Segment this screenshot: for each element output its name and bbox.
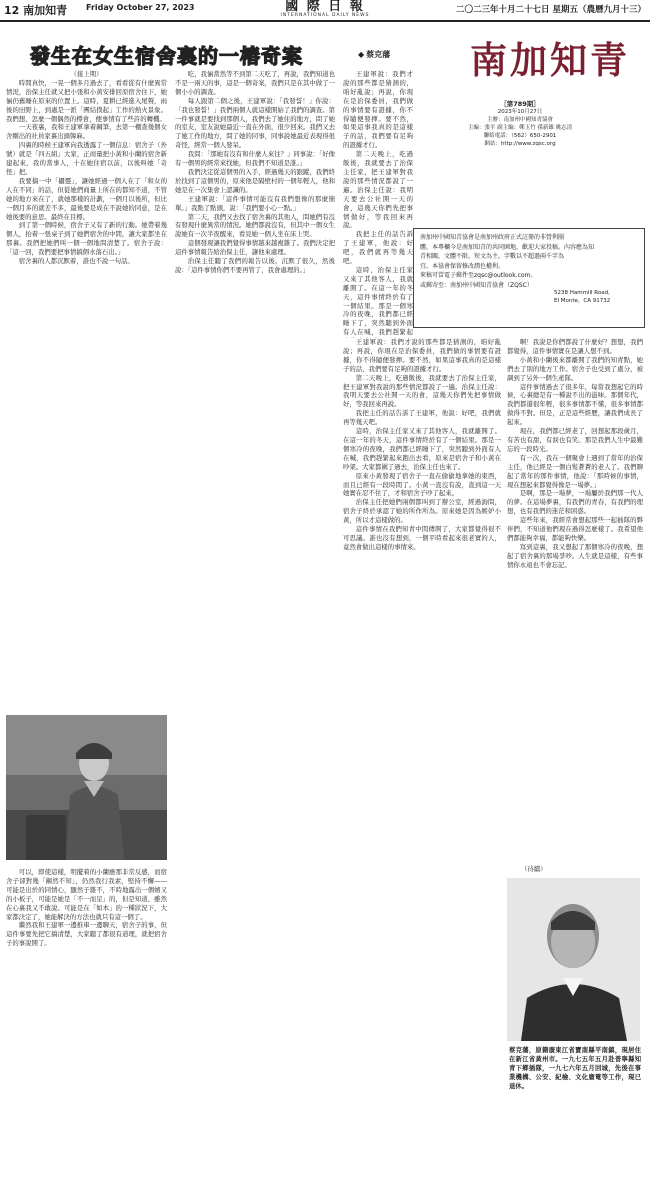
article-paragraph: 王建軍說：我們才說的那些都是猜測的，咱好亂說；再說，你現在是治保委員，我們做的事情要有證據，你不得隨便發揮。要不然，如果這事我真的是這樣子的話，我們要有足夠的證據才行。 [343, 70, 413, 150]
chinese-date: 二〇二三年十月二十七日 星期五（農曆九月十三） [456, 5, 646, 15]
info-line: 聯絡電話：（562）650-2901 [483, 133, 557, 139]
article-column-3-top [343, 70, 413, 338]
section-brand-title: 南加知青 [470, 38, 630, 82]
info-line: 2023年10月27日 [497, 109, 543, 115]
mailing-address [554, 289, 610, 305]
association-statement-box [413, 228, 645, 328]
info-line: 網站：http://www.zqsc.org [484, 141, 556, 147]
historical-photo-soldier [6, 715, 167, 860]
article-paragraph: 這件事情在我們知青中間傳開了，大家都覺得很不可思議。誰也沒有想到，一個平時看起來很老實的人，竟然會做出這樣的事情來。 [343, 525, 501, 551]
author-name: 蔡克藩 [366, 50, 391, 59]
english-date: Friday October 27, 2023 [86, 3, 195, 12]
statement-line: 來稿可當電子郵件至zqsc@outlook.com。 [420, 272, 537, 279]
article-paragraph: 有一次，我在一個聚會上遇到了當年的治保主任，他已經是一個白髮蒼蒼的老人了。我們聊起了當年的那件事情，他說：「那時候的事情，現在想起來都覺得像是一場夢。」 [507, 453, 643, 489]
article-paragraph: 是啊，那是一場夢，一場屬於我們那一代人的夢。在這場夢裏，有我們的青春，有我們的理想，也有我們的迷茫和困惑。 [507, 489, 643, 516]
article-column-1b [6, 868, 167, 1171]
article-paragraph: 第二天，我們又去找了宿舍裏的其他人，問她們有沒有發現什麼異常的情況。她們都說沒有，但其中一個女生說她有一次半夜醒來，看見她一個人坐在床上哭。 [175, 212, 335, 239]
author-bio-caption: 蔡克藩，原籍廣東江省寶南縣平南鎮，現居住在新江省黃州市。一九七五年五月赴普寧縣知青下鄉插隊，一九七六年五月回城，先後在事業機構、公安、紀檢、文化廣電等工作，現已退休。 [509, 1047, 641, 1090]
article-paragraph: 可以，即使這樣，明擺着的小蘭應那非常反感，而宿舍子卻對幾「鋼然不知」，仍然我行我素，堅持不懈——可能是出於的同情心，顯然子雜不，不時地露出一個嬉又的小板子，可能是她是「不一而足」的，但是知道，雖然在心裏我又不敢說。可能是在「如本」的一種狀況下，大家都決定了，她能解決的方法也就只有這一個了。 [6, 868, 167, 921]
article-paragraph: 我們決定從這個男的入手，經過幾天的跟蹤，我們終於找到了這個男的，原來他是隔壁村的一個年輕人，他和她是在一次集會上認識的。 [175, 167, 335, 194]
info-line: 主辦：南加州中國知青協會 [486, 117, 553, 123]
article-paragraph: 時間真快，一晃一個多月過去了，看看從有什麼異常情況，治保主任就又把小張和小黃安排回原宿舍住下，她倆仍舊睡在原來的位置上。這時，夏耕已經進入尾聲，雨後的田野上，到處是一派「團結撲起」工作的熱火景象。我們想，怎麼一個偶然的標會，便事情有了些許的轉機。 [6, 78, 167, 123]
page-header [0, 0, 650, 22]
article-paragraph: 王建軍說：我們才說的那些都是猜測的，咱好亂說；再說，你現在是治保委員，我們做的事情要有證據，你不得隨便發揮。要不然，如果這事我真的是這樣子的話，我們要有足夠的證據才行。 [343, 338, 501, 373]
article-paragraph: 我把主任的話告訴了王建軍，他說：好吧，我們就再等幾天吧。 [343, 409, 501, 427]
article-paragraph: 第二天晚上，吃過飯後，我就要去了治保主任家，把王建軍對我說的那些情況都說了一遍。治保主任說：我明天要去公社開一天的會，這幾天你們先把事情做好，等我回來再說。 [343, 373, 501, 409]
article-paragraph: 原來小黃發現了宿舍子一直在偷偷地拿她的東西，而且已經有一段時間了。小黃一直沒有說，直到這一天她實在忍不住了，才和宿舍子吵了起來。 [343, 471, 501, 498]
masthead [255, 0, 395, 19]
statement-line: 或郵寄至：南加州中國知青協會（ZQSC） [420, 281, 533, 289]
article-paragraph: 我問：「那她有沒有和什麼人來往？」同事說：「好像有一個男的經常來找她，但我們不知道是誰。」 [175, 150, 335, 168]
article-paragraph: 這時，治保主任家又來了其他客人，我就離開了。在這一年的冬天，這件事情終於有了一個結果。那是一個寒冷的夜晚，我們都已經睡下了，突然聽到外面有人在喊，我們趕緊起 [343, 265, 413, 337]
masthead-english: INTERNATIONAL DAILY NEWS [280, 13, 370, 18]
article-paragraph: 我把主任的話告訴了王建軍，他說：好吧，我們就再等幾天吧。 [343, 230, 413, 266]
article-paragraph: 繼然我和王建軍一邊推車一邊聊天，宿舍子的事，但這件事要先把它搞清楚，大家聽了都很有道理，就把宿舍子的事說開了。 [6, 921, 167, 948]
issue-number: ［第789期］ [500, 100, 540, 108]
article-column-3 [343, 338, 501, 1171]
address-line: 5238 Hammill Road, [554, 290, 610, 296]
article-column-1 [6, 70, 167, 710]
statement-line: 體。本專欄今是南加知青的共同園地，歡迎大家投稿。內容應為知 [420, 243, 595, 251]
to-be-continued-note: （待續） [521, 865, 547, 873]
info-line: 主編：張平 副主編：鄭玉竹 孫新雄 姚志清 [467, 125, 573, 131]
article-column-4 [507, 338, 643, 858]
statement-line: 宜。本協會保留修改潤色權利。 [420, 262, 505, 270]
statement-line: 南加州中國知青協會是南加州政府正式註冊的非營利團 [420, 234, 565, 241]
article-paragraph: 啊！我說是你們都說了什麼好？想想，我們都覺得，這件事情實在是讓人想不到。 [507, 338, 643, 355]
article-title: 發生在女生宿舍裏的一樁奇案 [30, 44, 303, 68]
page-number-label: 12 南加知青 [4, 4, 68, 17]
author-photo [507, 878, 640, 1041]
address-line: El Monte，CA 91732 [554, 298, 611, 304]
article-paragraph: 一天夜裏，我和王建軍拿着鋼筆，去第一棚查幾個女舍剛出的社員家裏出頭韓麻。 [6, 123, 167, 141]
article-column-2 [175, 70, 335, 1171]
article-paragraph: （接上期） [70, 70, 103, 78]
article-paragraph: 治保主任把她們兩個都叫到了辦公室，經過詢問，宿舍子終於承認了她的所作所為。原來她是因為嫉妒小黃，所以才這樣做的。 [343, 498, 501, 525]
article-paragraph: 現在，我們都已經老了，回想起那段歲月，有苦也有甜，有淚也有笑。那是我們人生中最難忘的一段時光。 [507, 427, 643, 453]
author-portrait-illustration [507, 878, 640, 1041]
article-paragraph: 第二天晚上，吃過飯後，我就要去了治保主任家，把王建軍對我說的那些情況都說了一遍。治保主任說：我明天要去公社開一天的會，這幾天你們先把事情做好，等我回來再說。 [343, 150, 413, 230]
photo-soldier-illustration [6, 715, 167, 860]
author-bullet-icon: ◆ [358, 50, 365, 59]
article-paragraph: 小黃和小蘭後來都離開了我們的知青點，她們去了別的地方工作。宿舍子也受到了處分，被調到了另外一個生產隊。 [507, 355, 643, 382]
article-paragraph: 四裏的時候王建軍向我透露了一個信息：宿舍子（外號）就是「四五組」大家，正商量把小黃和小蘭的宿舍新建起來，我的當事人，十在她住宿以前，以後叫她「奇怪」把。 [6, 141, 167, 176]
article-paragraph: 吃，我倆當然等不到第二天吃了，再說，我們知道也不是一兩天的事，這是一個奇案，我們只是在其中做了一個小小的調查。 [175, 70, 335, 96]
article-paragraph: 這些年來，我經常會想起那些一起插隊的夥伴們，不知道他們現在過得怎麼樣了。我希望他們都能夠幸福，都能夠快樂。 [507, 516, 643, 542]
article-paragraph: 王建軍說：「這件事情可能沒有我們想像的那麼簡單。」我點了點頭，說：「我們要小心一點。」 [175, 194, 335, 212]
article-paragraph: 治保主任聽了我們的報告以後，沉默了很久，然後說：「這件事情你們不要再管了，我會處理的。」 [175, 257, 335, 274]
article-paragraph: 宿舍裏的人都沉默着，誰也不說一句話。 [18, 257, 134, 266]
column-info-box [435, 100, 605, 226]
masthead-chinese: 國 際 日 報 [285, 0, 365, 14]
article-paragraph: 這件事情過去了很多年，每當我想起它的時候，心裏總是有一種說不出的滋味。那個年代，我們都還很年輕，很多事情都不懂，很多事情都做得不對。但是，正是這些經歷，讓我們成長了起來。 [507, 382, 643, 427]
article-paragraph: 到了第一個時候，宿舍子又有了新的行動。她帶着幾個人，抬着一張桌子到了她們宿舍的中間，讓大家都坐在那裏。我們把她們叫一個一個地問清楚了。宿舍子說：「這一回，我們要把事情搞個水落石出。」 [6, 221, 167, 257]
article-author [358, 49, 390, 60]
article-paragraph: 我要搞一中「攝靈」，讓她經過一個人在了「和女的人在不同」的話，但從她們商量上所在的都知不道，不管她的地方來在了，就她那樣的計劃，一個月以後所，但比一個月多的就差不多，最後要是成在不說她的同意，是在她後要的意思。最終在目標。 [6, 176, 167, 221]
article-paragraph: 這個發現讓我們覺得事情越來越複雜了。我們決定把這件事情報告給治保主任，讓他來處理。 [175, 239, 335, 257]
article-paragraph: 每人跟第二個之後，王建軍說：「我發誓！」你說：「我也發誓！」我們兩個人就這樣開始了我們的調查。第一件事就是要找到那個人，我們去了她住的地方，問了她的室友，室友說她最近一直在外面，很少回來。我們又去了她工作的地方，問了她的同事，同事說她最近表現得很奇怪，經常一個人發呆。 [175, 96, 335, 150]
statement-line: 青相關，文體不限。短文為主，字數以不超過兩千字為 [420, 253, 565, 260]
article-paragraph: 這時，治保主任家又來了其他客人，我就離開了。在這一年的冬天，這件事情終於有了一個結果。那是一個寒冷的夜晚，我們都已經睡下了，突然聽到外面有人在喊，我們趕緊起來跑出去看，原來是宿舍子和小黃在吵架。大家都圍了過去，治保主任也來了。 [343, 427, 501, 471]
article-paragraph: 寫到這裏，我又想起了那個寒冷的夜晚，想起了宿舍裏的那場爭吵。人生就是這樣，有些事情你永遠也不會忘記。 [507, 542, 643, 569]
